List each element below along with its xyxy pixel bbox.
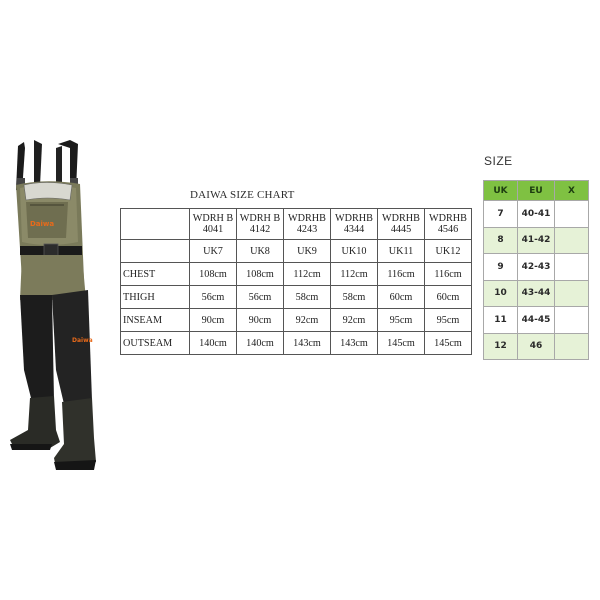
table-cell: 58cm bbox=[331, 286, 378, 309]
table-cell: 145cm bbox=[378, 332, 425, 355]
model-number: 4041 bbox=[202, 224, 224, 235]
x-cell bbox=[555, 333, 589, 360]
uk-size-cell: UK9 bbox=[284, 240, 331, 263]
size-row bbox=[484, 201, 589, 228]
table-cell: 56cm bbox=[190, 286, 237, 309]
model-code: WDRH B bbox=[239, 213, 281, 224]
model-cell bbox=[425, 209, 472, 240]
model-code: WDRHB bbox=[335, 213, 373, 224]
daiwa-size-chart-title: DAIWA SIZE CHART bbox=[190, 189, 295, 201]
daiwa-size-chart-table bbox=[120, 208, 472, 355]
model-code: WDRHB bbox=[382, 213, 420, 224]
uk-size-row bbox=[121, 240, 472, 263]
uk-size-cell: UK7 bbox=[190, 240, 237, 263]
model-cell bbox=[237, 209, 284, 240]
table-cell: 92cm bbox=[331, 309, 378, 332]
size-row bbox=[484, 280, 589, 307]
uk-cell: 7 bbox=[484, 201, 518, 228]
table-cell: 58cm bbox=[284, 286, 331, 309]
eu-cell: 46 bbox=[518, 333, 555, 360]
table-cell: 60cm bbox=[425, 286, 472, 309]
chest-wader-product-image bbox=[0, 130, 112, 475]
model-number: 4546 bbox=[437, 224, 459, 235]
model-number: 4243 bbox=[296, 224, 318, 235]
x-cell bbox=[555, 254, 589, 281]
table-cell: 112cm bbox=[331, 263, 378, 286]
size-row bbox=[484, 227, 589, 254]
size-conversion-table bbox=[483, 180, 589, 360]
row-label: OUTSEAM bbox=[121, 332, 190, 355]
uk-cell: 9 bbox=[484, 254, 518, 281]
size-heading: SIZE bbox=[484, 154, 513, 168]
model-code: WDRHB bbox=[429, 213, 467, 224]
uk-size-cell: UK10 bbox=[331, 240, 378, 263]
model-cell bbox=[331, 209, 378, 240]
table-cell: 145cm bbox=[425, 332, 472, 355]
table-cell: 112cm bbox=[284, 263, 331, 286]
corner-cell bbox=[121, 209, 190, 240]
table-cell: 116cm bbox=[425, 263, 472, 286]
model-number: 4445 bbox=[390, 224, 412, 235]
table-cell: 108cm bbox=[237, 263, 284, 286]
uk-cell: 11 bbox=[484, 307, 518, 334]
table-cell: 60cm bbox=[378, 286, 425, 309]
daiwa-logo: Daiwa bbox=[30, 220, 55, 228]
measure-row-thigh bbox=[121, 286, 472, 309]
row-label: THIGH bbox=[121, 286, 190, 309]
eu-cell: 43-44 bbox=[518, 280, 555, 307]
x-cell bbox=[555, 201, 589, 228]
model-cell bbox=[378, 209, 425, 240]
row-label: INSEAM bbox=[121, 309, 190, 332]
model-number: 4344 bbox=[343, 224, 365, 235]
daiwa-leg-logo: Daiwa bbox=[72, 337, 93, 344]
header-eu: EU bbox=[518, 181, 555, 201]
table-cell: 140cm bbox=[190, 332, 237, 355]
model-code: WDRH B bbox=[192, 213, 234, 224]
eu-cell: 41-42 bbox=[518, 227, 555, 254]
table-cell: 90cm bbox=[237, 309, 284, 332]
size-row bbox=[484, 307, 589, 334]
size-table-header bbox=[484, 181, 589, 201]
size-row bbox=[484, 254, 589, 281]
eu-cell: 42-43 bbox=[518, 254, 555, 281]
uk-cell: 8 bbox=[484, 227, 518, 254]
eu-cell: 40-41 bbox=[518, 201, 555, 228]
header-uk: UK bbox=[484, 181, 518, 201]
table-cell: 95cm bbox=[425, 309, 472, 332]
table-cell: 108cm bbox=[190, 263, 237, 286]
table-cell: 90cm bbox=[190, 309, 237, 332]
table-cell: 143cm bbox=[331, 332, 378, 355]
uk-cell: 10 bbox=[484, 280, 518, 307]
size-row bbox=[484, 333, 589, 360]
measure-row-inseam bbox=[121, 309, 472, 332]
uk-size-cell: UK12 bbox=[425, 240, 472, 263]
eu-cell: 44-45 bbox=[518, 307, 555, 334]
uk-size-cell: UK11 bbox=[378, 240, 425, 263]
model-code: WDRHB bbox=[288, 213, 326, 224]
model-number: 4142 bbox=[249, 224, 271, 235]
x-cell bbox=[555, 307, 589, 334]
table-cell: 56cm bbox=[237, 286, 284, 309]
table-cell: 116cm bbox=[378, 263, 425, 286]
table-cell: 92cm bbox=[284, 309, 331, 332]
header-x: X bbox=[555, 181, 589, 201]
empty-label-cell bbox=[121, 240, 190, 263]
uk-cell: 12 bbox=[484, 333, 518, 360]
model-cell bbox=[190, 209, 237, 240]
table-cell: 95cm bbox=[378, 309, 425, 332]
model-cell bbox=[284, 209, 331, 240]
measure-row-outseam bbox=[121, 332, 472, 355]
measure-row-chest bbox=[121, 263, 472, 286]
model-row bbox=[121, 209, 472, 240]
x-cell bbox=[555, 227, 589, 254]
x-cell bbox=[555, 280, 589, 307]
row-label: CHEST bbox=[121, 263, 190, 286]
table-cell: 140cm bbox=[237, 332, 284, 355]
uk-size-cell: UK8 bbox=[237, 240, 284, 263]
table-cell: 143cm bbox=[284, 332, 331, 355]
